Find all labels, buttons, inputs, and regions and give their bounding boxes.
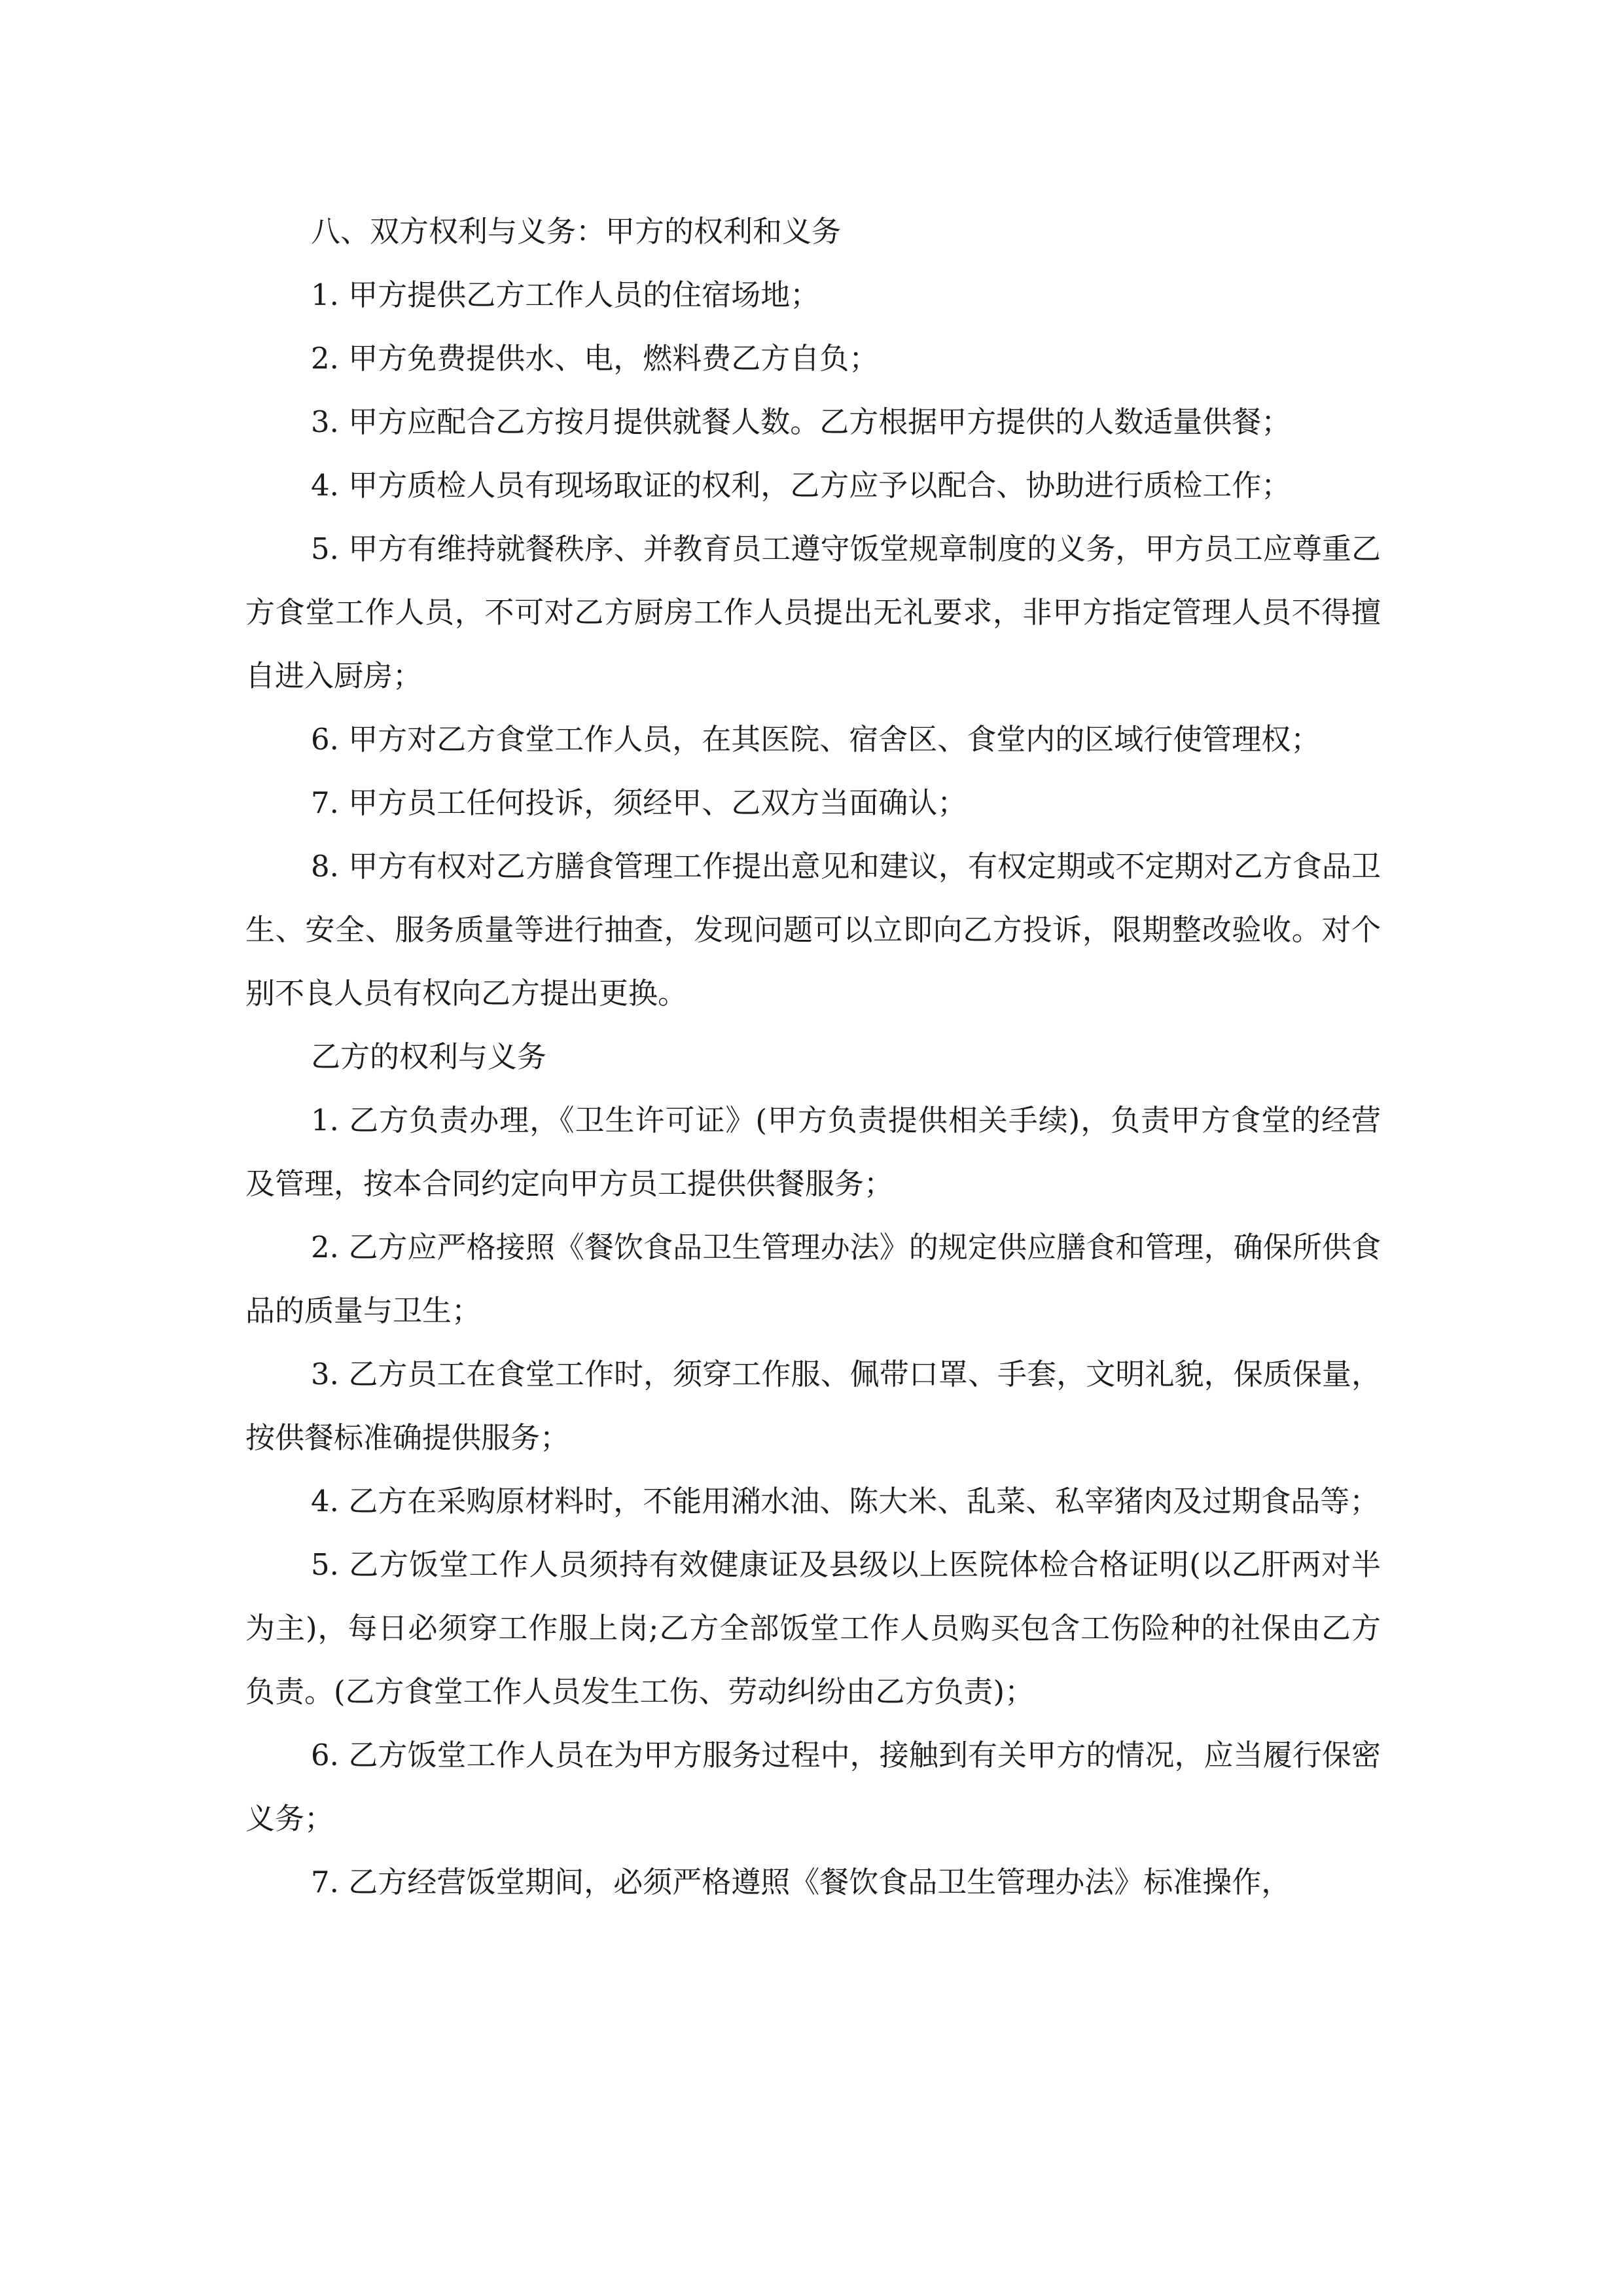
party-b-heading: 乙方的权利与义务 [311,1039,547,1074]
document-body [245,200,1381,1914]
party-a-item-1: 1. 甲方提供乙方工作人员的住宿场地； [311,278,820,312]
party-a-heading: 八、双方权利与义务：甲方的权利和义务 [311,214,842,249]
party-a-item-7: 7. 甲方员工任何投诉，须经甲、乙双方当面确认； [311,785,967,820]
party-b-item-1: 1. 乙方负责办理，《卫生许可证》(甲方负责提供相关手续)，负责甲方食堂的经营及管理，按本合同约定向甲方员工提供供餐服务； [245,1103,1381,1201]
party-b-item-4: 4. 乙方在采购原材料时，不能用潲水油、陈大米、乱菜、私宰猪肉及过期食品等； [311,1484,1380,1518]
party-a-item-8: 8. 甲方有权对乙方膳食管理工作提出意见和建议，有权定期或不定期对乙方食品卫生、安全、服务质量等进行抽查，发现问题可以立即向乙方投诉，限期整改验收。对个别不良人员有权向乙方提出更换。 [245,849,1381,1011]
party-a-item-3: 3. 甲方应配合乙方按月提供就餐人数。乙方根据甲方提供的人数适量供餐； [311,404,1291,439]
party-b-item-3: 3. 乙方员工在食堂工作时，须穿工作服、佩带口罩、手套，文明礼貌，保质保量，按供餐标准确提供服务； [245,1357,1381,1455]
party-b-item-5: 5. 乙方饭堂工作人员须持有效健康证及县级以上医院体检合格证明(以乙肝两对半为主)，每日必须穿工作服上岗;乙方全部饭堂工作人员购买包含工伤险种的社保由乙方负责。(乙方食堂工作人员发生工伤、劳动纠纷由乙方负责)； [245,1547,1381,1709]
party-b-item-6: 6. 乙方饭堂工作人员在为甲方服务过程中，接触到有关甲方的情况，应当履行保密义务； [245,1738,1381,1836]
party-a-item-5: 5. 甲方有维持就餐秩序、并教育员工遵守饭堂规章制度的义务，甲方员工应尊重乙方食堂工作人员，不可对乙方厨房工作人员提出无礼要求，非甲方指定管理人员不得擅自进入厨房； [245,531,1381,693]
party-a-item-2: 2. 甲方免费提供水、电，燃料费乙方自负； [311,341,879,376]
party-a-item-4: 4. 甲方质检人员有现场取证的权利，乙方应予以配合、协助进行质检工作； [311,468,1291,503]
party-a-item-6: 6. 甲方对乙方食堂工作人员，在其医院、宿舍区、食堂内的区域行使管理权； [311,722,1321,757]
party-b-item-7: 7. 乙方经营饭堂期间，必须严格遵照《餐饮食品卫生管理办法》标准操作， [311,1865,1291,1899]
party-b-item-2: 2. 乙方应严格接照《餐饮食品卫生管理办法》的规定供应膳食和管理，确保所供食品的质量与卫生； [245,1230,1381,1328]
